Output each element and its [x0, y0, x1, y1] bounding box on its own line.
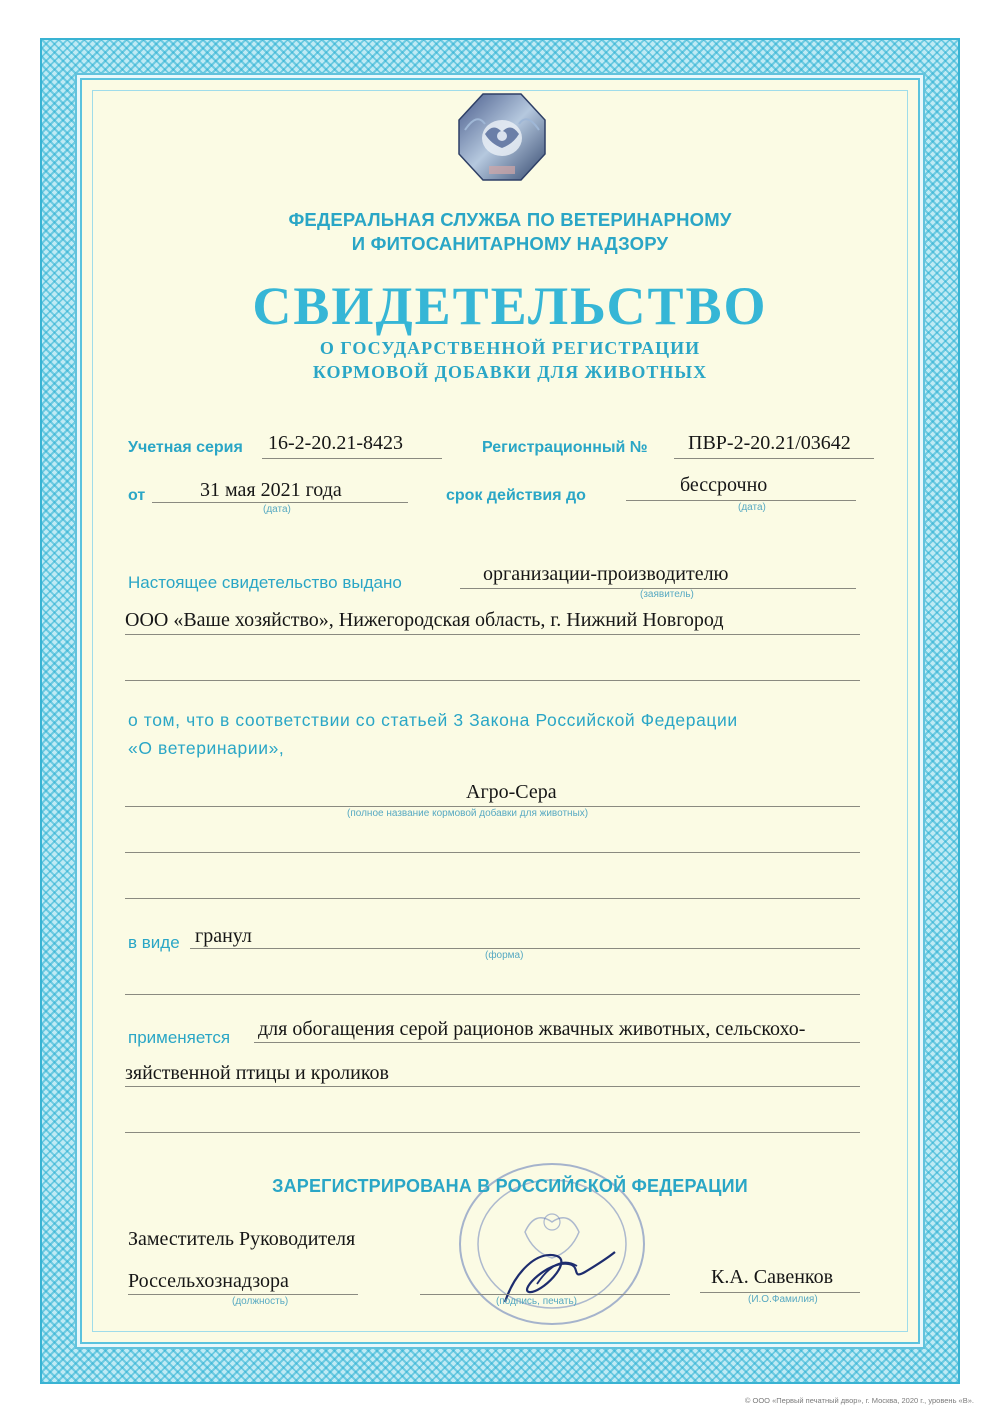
product-extra-line-2	[125, 898, 860, 899]
validity-underline	[626, 500, 856, 501]
validity-label: срок действия до	[446, 487, 586, 504]
agency-line-1: ФЕДЕРАЛЬНАЯ СЛУЖБА ПО ВЕТЕРИНАРНОМУ	[288, 209, 732, 230]
validity-hint: (дата)	[738, 502, 766, 513]
form-label: в виде	[128, 933, 180, 952]
registration-number-underline	[674, 458, 874, 459]
signer-hint: (И.О.Фамилия)	[748, 1294, 818, 1305]
issued-to-value: организации-производителю	[483, 563, 729, 585]
product-name: Агро-Сера	[466, 781, 557, 803]
form-hint: (форма)	[485, 950, 524, 961]
applicant-name: ООО «Ваше хозяйство», Нижегородская область, г. Нижний Новгород	[125, 609, 724, 631]
registration-number-value: ПВР-2-20.21/03642	[688, 432, 851, 454]
registration-number-label: Регистрационный №	[482, 439, 648, 456]
position-line-1: Заместитель Руководителя	[128, 1228, 356, 1250]
series-value: 16-2-20.21-8423	[268, 432, 403, 454]
usage-line-1: для обогащения серой рационов жвачных животных, сельскохо-	[258, 1018, 806, 1040]
law-statement-line-1: о том, что в соответствии со статьей 3 Закона Российской Федерации	[128, 710, 738, 730]
subtitle-line-2: КОРМОВОЙ ДОБАВКИ ДЛЯ ЖИВОТНЫХ	[312, 362, 708, 382]
signature-hint: (подпись, печать)	[496, 1296, 578, 1307]
usage-label: применяется	[128, 1028, 231, 1047]
applicant-extra-line	[125, 680, 860, 681]
form-value: гранул	[195, 925, 252, 947]
product-extra-line-1	[125, 852, 860, 853]
law-statement-line-2: «О ветеринарии»,	[128, 738, 285, 758]
usage-underline-1	[254, 1042, 860, 1043]
issued-to-hint: (заявитель)	[640, 589, 694, 600]
signer-name: К.А. Савенков	[711, 1266, 834, 1288]
position-underline	[128, 1294, 358, 1295]
agency-line-2: И ФИТОСАНИТАРНОМУ НАДЗОРУ	[351, 233, 669, 254]
hologram-emblem-icon	[455, 90, 549, 184]
product-hint: (полное название кормовой добавки для животных)	[347, 808, 589, 819]
from-date-hint: (дата)	[263, 504, 291, 515]
validity-value: бессрочно	[680, 474, 768, 496]
subtitle-line-1: О ГОСУДАРСТВЕННОЙ РЕГИСТРАЦИИ	[319, 338, 701, 358]
usage-line-2: зяйственной птицы и кроликов	[125, 1062, 390, 1084]
issued-to-label: Настоящее свидетельство выдано	[128, 573, 402, 592]
from-date-underline	[152, 502, 408, 503]
from-date-value: 31 мая 2021 года	[200, 479, 342, 501]
form-extra-line	[125, 994, 860, 995]
applicant-underline	[125, 634, 860, 635]
printer-note: © ООО «Первый печатный двор», г. Москва, 2020 г., уровень «В».	[744, 1396, 974, 1405]
registered-heading: ЗАРЕГИСТРИРОВАНА В РОССИЙСКОЙ ФЕДЕРАЦИИ	[272, 1176, 748, 1196]
document-subtitle	[160, 336, 860, 384]
series-underline	[262, 458, 442, 459]
form-underline	[190, 948, 860, 949]
from-label: от	[128, 487, 146, 504]
signer-underline	[700, 1292, 860, 1293]
position-line-2: Россельхознадзора	[128, 1270, 289, 1292]
agency-name	[160, 208, 860, 256]
usage-extra-line	[125, 1132, 860, 1133]
document-title: СВИДЕТЕЛЬСТВО	[252, 276, 768, 336]
series-label: Учетная серия	[128, 439, 243, 456]
product-underline	[125, 806, 860, 807]
position-hint: (должность)	[232, 1296, 289, 1307]
usage-underline-2	[125, 1086, 860, 1087]
signature-underline	[420, 1294, 670, 1295]
